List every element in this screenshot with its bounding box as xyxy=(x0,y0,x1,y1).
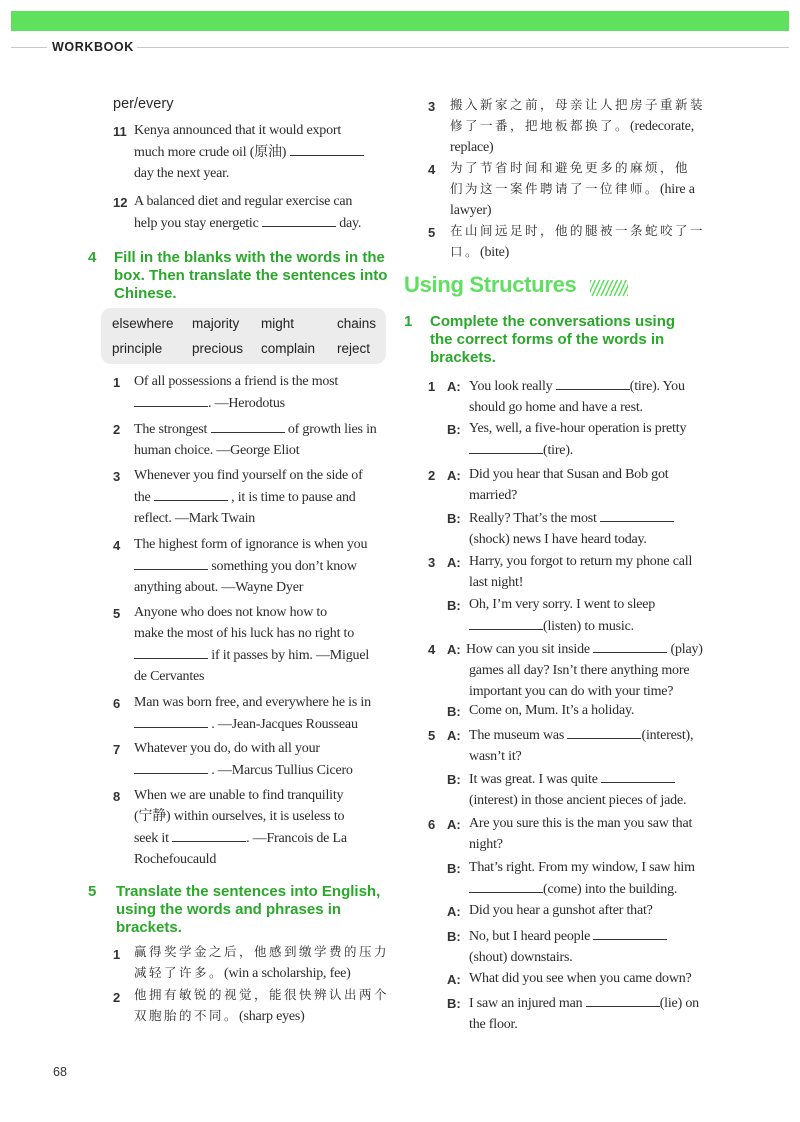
text-line: Did you hear a gunshot after that? xyxy=(469,903,653,918)
page-number: 68 xyxy=(53,1065,67,1079)
section-1-number: 1 xyxy=(404,313,413,330)
title-line: the correct forms of the words in xyxy=(430,331,665,348)
text-line: last night! xyxy=(469,575,524,590)
speaker-b: B: xyxy=(447,422,461,437)
item-number: 1 xyxy=(113,375,121,390)
conv-number: 5 xyxy=(428,728,436,743)
text-line: That’s right. From my window, I saw him xyxy=(469,860,695,875)
conv-4-b xyxy=(469,700,729,721)
section-5-title xyxy=(116,883,400,937)
text-span: if it passes by him. —Miguel xyxy=(208,648,370,663)
text-line: Man was born free, and everywhere he is in xyxy=(134,695,371,710)
title-line: Translate the sentences into English, xyxy=(116,883,381,900)
item-number: 11 xyxy=(113,124,127,139)
text-span: 减轻了许多。 xyxy=(134,965,225,980)
text-span: No, but I heard people xyxy=(469,929,594,944)
item-number: 3 xyxy=(428,99,436,114)
conv-number: 3 xyxy=(428,555,436,570)
heading-hatch-decoration xyxy=(590,280,628,296)
text-line: 在山间远足时，他的腿被一条蛇咬了一 xyxy=(450,223,706,238)
answer-blank[interactable] xyxy=(262,212,336,227)
conv-5-a xyxy=(469,724,729,767)
answer-blank[interactable] xyxy=(600,507,674,522)
conv-6-a2 xyxy=(469,900,729,921)
conv-6-b xyxy=(469,857,729,900)
item-number: 1 xyxy=(113,947,121,962)
text-line: Are you sure this is the man you saw that xyxy=(469,816,693,831)
text-line: Harry, you forgot to return my phone call xyxy=(469,554,693,569)
text-line: Anyone who does not know how to xyxy=(134,605,327,620)
answer-blank[interactable] xyxy=(172,827,246,842)
text-span: (tire). You xyxy=(629,379,685,394)
conv-3-b xyxy=(469,594,729,637)
text-line xyxy=(134,392,394,414)
text-line: night? xyxy=(469,837,503,852)
text-line: the floor. xyxy=(469,1017,518,1032)
item-number: 6 xyxy=(113,696,121,711)
answer-blank[interactable] xyxy=(469,615,543,630)
per-every-heading: per/every xyxy=(113,96,174,112)
text-span: (hire a xyxy=(660,182,695,197)
text-line: human choice. —George Eliot xyxy=(134,443,300,458)
item-number: 5 xyxy=(428,225,436,240)
text-line: lawyer) xyxy=(450,203,492,218)
answer-blank[interactable] xyxy=(593,638,667,653)
text-line: What did you see when you came down? xyxy=(469,971,692,986)
text-span: . —Marcus Tullius Cicero xyxy=(208,763,353,778)
word-majority: majority xyxy=(192,316,240,331)
text-span: (listen) to music. xyxy=(543,619,634,634)
s4-item-4 xyxy=(134,534,394,598)
text-span: 修了一番，把地板都换了。 xyxy=(450,118,631,133)
text-span: (redecorate, xyxy=(630,119,695,134)
answer-blank[interactable] xyxy=(134,713,208,728)
text-line: Oh, I’m very sorry. I went to sleep xyxy=(469,597,656,612)
text-span: (bite) xyxy=(480,245,510,260)
conv-6-a xyxy=(469,813,729,855)
text-line xyxy=(134,212,394,234)
text-line: (interest) in those ancient pieces of jade. xyxy=(469,793,687,808)
text-span: Really? That’s the most xyxy=(469,511,601,526)
item-number: 4 xyxy=(428,162,436,177)
conv-6-b3 xyxy=(469,992,729,1035)
item-number: 3 xyxy=(113,469,121,484)
speaker-a: A: xyxy=(447,379,461,394)
item-12-text xyxy=(134,191,394,234)
r-item-4 xyxy=(450,157,710,221)
section-5-number: 5 xyxy=(88,883,97,900)
s5-item-2 xyxy=(134,984,396,1027)
text-line xyxy=(134,962,396,984)
text-span: You look really xyxy=(469,379,556,394)
section-4-title xyxy=(114,249,399,303)
answer-blank[interactable] xyxy=(469,439,543,454)
answer-blank[interactable] xyxy=(134,759,208,774)
item-number: 4 xyxy=(113,538,121,553)
text-line: (宁静) within ourselves, it is useless to xyxy=(134,809,345,824)
s4-item-8 xyxy=(134,785,394,870)
text-line: Whenever you find yourself on the side of xyxy=(134,468,363,483)
text-line: 赢得奖学金之后，他感到缴学费的压力 xyxy=(134,944,390,959)
text-line: A balanced diet and regular exercise can xyxy=(134,194,353,209)
text-span: seek it xyxy=(134,831,173,846)
section-1-title xyxy=(430,313,730,367)
text-span: help you stay energetic xyxy=(134,216,262,231)
text-span: (play) xyxy=(667,642,703,657)
conv-2-b xyxy=(469,507,729,550)
text-line: anything about. —Wayne Dyer xyxy=(134,580,304,595)
text-line xyxy=(134,555,394,577)
answer-blank[interactable] xyxy=(567,724,641,739)
title-line: box. Then translate the sentences into xyxy=(114,267,388,284)
text-span: much more crude oil (原油) xyxy=(134,145,290,160)
title-line: Chinese. xyxy=(114,285,177,302)
item-number: 2 xyxy=(113,990,121,1005)
text-span: , it is time to pause and xyxy=(227,490,356,505)
text-line: important you can do with your time? xyxy=(469,684,674,699)
text-line: 搬入新家之前，母亲让人把房子重新装 xyxy=(450,97,706,112)
text-line xyxy=(134,644,394,666)
text-line: The highest form of ignorance is when you xyxy=(134,537,368,552)
answer-blank[interactable] xyxy=(586,992,660,1007)
item-number: 12 xyxy=(113,195,128,210)
title-line: brackets. xyxy=(430,349,496,366)
text-span: the xyxy=(134,490,154,505)
text-line xyxy=(134,418,394,440)
word-complain: complain xyxy=(261,341,316,356)
speaker-a: A: xyxy=(447,728,461,743)
text-line: married? xyxy=(469,488,518,503)
text-line: de Cervantes xyxy=(134,669,205,684)
text-span: (win a scholarship, fee) xyxy=(224,966,351,981)
top-color-bar xyxy=(11,11,789,31)
conv-3-a xyxy=(469,551,729,593)
text-line: should go home and have a rest. xyxy=(469,400,643,415)
text-span: . —Francois de La xyxy=(246,831,347,846)
page-header xyxy=(11,40,789,56)
word-might: might xyxy=(261,316,295,331)
text-span: day. xyxy=(335,216,362,231)
text-line xyxy=(469,878,729,900)
speaker-a: A: xyxy=(447,468,461,483)
answer-blank[interactable] xyxy=(134,644,208,659)
item-number: 2 xyxy=(113,422,121,437)
text-line xyxy=(469,925,729,947)
conv-6-b2 xyxy=(469,925,729,968)
text-line: day the next year. xyxy=(134,166,230,181)
conv-1-a xyxy=(469,375,729,418)
word-chains: chains xyxy=(337,316,377,331)
text-line: replace) xyxy=(450,140,494,155)
workbook-label: WORKBOOK xyxy=(52,40,134,54)
answer-blank[interactable] xyxy=(601,768,675,783)
title-line: Complete the conversations using xyxy=(430,313,676,330)
text-span: (sharp eyes) xyxy=(239,1009,305,1024)
speaker-b: B: xyxy=(447,861,461,876)
text-span: 口。 xyxy=(450,244,481,259)
text-span: . —Jean-Jacques Rousseau xyxy=(208,717,358,732)
text-line: games all day? Isn’t there anything more xyxy=(469,663,690,678)
text-span: The strongest xyxy=(134,422,211,437)
text-line xyxy=(469,768,729,790)
text-line xyxy=(469,724,729,746)
title-line: using the words and phrases in xyxy=(116,901,342,918)
text-line xyxy=(469,439,729,461)
text-line xyxy=(134,713,394,735)
text-line xyxy=(134,141,394,163)
speaker-a: A: xyxy=(447,817,461,832)
text-line: 为了节省时间和避免更多的麻烦，他 xyxy=(450,160,691,175)
text-line xyxy=(469,992,729,1014)
text-line xyxy=(134,486,394,508)
answer-blank[interactable] xyxy=(211,418,285,433)
item-11-text xyxy=(134,120,394,184)
speaker-a: A: xyxy=(447,642,461,657)
text-line: Did you hear that Susan and Bob got xyxy=(469,467,669,482)
text-span: (tire). xyxy=(543,443,574,458)
conv-number: 4 xyxy=(428,642,436,657)
conv-number: 1 xyxy=(428,379,436,394)
text-line xyxy=(134,1005,396,1027)
word-principle: principle xyxy=(112,341,163,356)
speaker-b: B: xyxy=(447,598,461,613)
item-number: 8 xyxy=(113,789,121,804)
text-line: (shout) downstairs. xyxy=(469,950,573,965)
text-span: (come) into the building. xyxy=(543,882,678,897)
text-line: When we are unable to find tranquility xyxy=(134,788,344,803)
text-line xyxy=(469,375,729,397)
text-span: The museum was xyxy=(469,728,568,743)
s4-item-5 xyxy=(134,602,394,687)
text-line: Of all possessions a friend is the most xyxy=(134,374,339,389)
s4-item-3 xyxy=(134,465,394,529)
word-reject: reject xyxy=(337,341,371,356)
text-span: . —Herodotus xyxy=(208,396,285,411)
answer-blank[interactable] xyxy=(154,486,228,501)
text-span: (interest), xyxy=(641,728,694,743)
text-line: Rochefoucauld xyxy=(134,852,217,867)
text-line xyxy=(134,759,394,781)
text-line xyxy=(450,178,710,200)
answer-blank[interactable] xyxy=(469,878,543,893)
text-line: Come on, Mum. It’s a holiday. xyxy=(469,703,635,718)
r-item-3 xyxy=(450,94,710,158)
s4-item-1 xyxy=(134,371,394,414)
text-line xyxy=(450,241,710,263)
s5-item-1 xyxy=(134,941,396,984)
text-line: (shock) news I have heard today. xyxy=(469,532,647,547)
title-line: Fill in the blanks with the words in the xyxy=(114,249,385,266)
s4-item-6 xyxy=(134,692,394,735)
text-line xyxy=(134,827,394,849)
answer-blank[interactable] xyxy=(134,555,208,570)
text-span: It was great. I was quite xyxy=(469,772,602,787)
text-span: 双胞胎的不同。 xyxy=(134,1008,240,1023)
section-4-number: 4 xyxy=(88,249,97,266)
conv-2-a xyxy=(469,464,729,506)
conv-4-a xyxy=(466,638,730,702)
using-structures-heading: Using Structures xyxy=(404,272,577,297)
speaker-a: A: xyxy=(447,972,461,987)
text-line xyxy=(469,507,729,529)
speaker-a: A: xyxy=(447,904,461,919)
text-line: Whatever you do, do with all your xyxy=(134,741,320,756)
answer-blank[interactable] xyxy=(134,392,208,407)
text-line: Yes, well, a five-hour operation is pretty xyxy=(469,421,687,436)
speaker-a: A: xyxy=(447,555,461,570)
conv-6-a3 xyxy=(469,968,729,989)
speaker-b: B: xyxy=(447,704,461,719)
text-line: 他拥有敏锐的视觉，能很快辨认出两个 xyxy=(134,987,390,1002)
text-line xyxy=(450,115,710,137)
r-item-5 xyxy=(450,220,710,263)
conv-5-b xyxy=(469,768,729,811)
word-box xyxy=(101,308,386,364)
text-line xyxy=(466,638,730,660)
text-span: I saw an injured man xyxy=(469,996,586,1011)
text-span: of growth lies in xyxy=(284,422,377,437)
conv-number: 6 xyxy=(428,817,436,832)
word-elsewhere: elsewhere xyxy=(112,316,174,331)
speaker-b: B: xyxy=(447,929,461,944)
conv-number: 2 xyxy=(428,468,436,483)
text-span: (lie) on xyxy=(659,996,699,1011)
answer-blank[interactable] xyxy=(290,141,364,156)
item-number: 7 xyxy=(113,742,121,757)
text-line xyxy=(469,615,729,637)
conv-1-b xyxy=(469,418,729,461)
text-line: Kenya announced that it would export xyxy=(134,123,342,138)
speaker-b: B: xyxy=(447,511,461,526)
header-rule xyxy=(137,47,789,48)
answer-blank[interactable] xyxy=(593,925,667,940)
text-line: make the most of his luck has no right to xyxy=(134,626,355,641)
text-span: something you don’t know xyxy=(208,559,357,574)
title-line: brackets. xyxy=(116,919,182,936)
text-line: wasn’t it? xyxy=(469,749,522,764)
speaker-b: B: xyxy=(447,772,461,787)
speaker-b: B: xyxy=(447,996,461,1011)
header-rule-left xyxy=(11,47,47,48)
word-precious: precious xyxy=(192,341,244,356)
answer-blank[interactable] xyxy=(556,375,630,390)
text-span: 们为这一案件聘请了一位律师。 xyxy=(450,181,661,196)
item-number: 5 xyxy=(113,606,121,621)
text-line: reflect. —Mark Twain xyxy=(134,511,256,526)
s4-item-7 xyxy=(134,738,394,781)
text-span: How can you sit inside xyxy=(466,642,594,657)
s4-item-2 xyxy=(134,418,394,461)
